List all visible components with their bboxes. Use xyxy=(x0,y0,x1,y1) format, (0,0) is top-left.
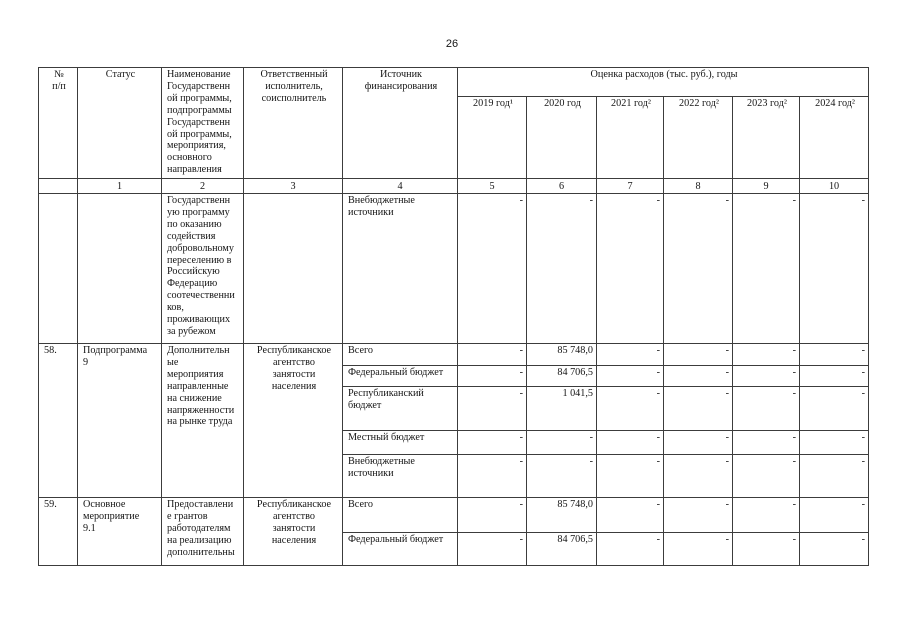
cost-value: - xyxy=(597,498,664,533)
funding-source: Республиканский бюджет xyxy=(343,387,458,431)
empty-cell xyxy=(78,194,162,344)
funding-source: Федеральный бюджет xyxy=(343,533,458,566)
row-number: 59. xyxy=(39,498,78,566)
cost-value: - xyxy=(800,194,869,344)
cost-value: - xyxy=(458,344,527,366)
column-number: 5 xyxy=(458,179,527,194)
cost-value: 1 041,5 xyxy=(527,387,597,431)
cost-value: 85 748,0 xyxy=(527,344,597,366)
cost-value: - xyxy=(800,455,869,498)
cost-value: 84 706,5 xyxy=(527,366,597,387)
column-number: 9 xyxy=(733,179,800,194)
cost-value: - xyxy=(597,344,664,366)
budget-table xyxy=(38,67,869,566)
cost-value: - xyxy=(664,366,733,387)
header-number: № п/п xyxy=(39,68,78,179)
funding-source: Всего xyxy=(343,498,458,533)
header-year: 2022 год² xyxy=(664,97,733,179)
cost-value: 84 706,5 xyxy=(527,533,597,566)
cost-value: - xyxy=(800,366,869,387)
empty-cell xyxy=(244,194,343,344)
cost-value: - xyxy=(597,533,664,566)
cost-value: - xyxy=(664,431,733,455)
row-responsible: Республиканское агентство занятости населения xyxy=(244,344,343,498)
row-status: Подпрограмма 9 xyxy=(78,344,162,498)
column-number: 7 xyxy=(597,179,664,194)
column-number: 8 xyxy=(664,179,733,194)
funding-source: Всего xyxy=(343,344,458,366)
cost-value: - xyxy=(597,387,664,431)
page-number: 26 xyxy=(445,38,459,50)
cost-value: - xyxy=(527,455,597,498)
header-year: 2020 год xyxy=(527,97,597,179)
funding-source: Внебюджетные источники xyxy=(343,194,458,344)
table-row xyxy=(39,498,869,533)
cost-value: - xyxy=(733,498,800,533)
funding-source: Федеральный бюджет xyxy=(343,366,458,387)
row-number: 58. xyxy=(39,344,78,498)
column-number: 10 xyxy=(800,179,869,194)
cost-value: - xyxy=(800,533,869,566)
cost-value: - xyxy=(733,533,800,566)
funding-source: Внебюджетные источники xyxy=(343,455,458,498)
cost-value: - xyxy=(800,431,869,455)
header-year: 2021 год² xyxy=(597,97,664,179)
cost-value: - xyxy=(733,455,800,498)
row-responsible: Республиканское агентство занятости населения xyxy=(244,498,343,566)
header-year: 2023 год² xyxy=(733,97,800,179)
column-number: 3 xyxy=(244,179,343,194)
cost-value: - xyxy=(458,366,527,387)
row-name: Предоставлени е грантов работодателям на реализацию дополнительны xyxy=(162,498,244,566)
header-row xyxy=(39,68,869,97)
empty-cell xyxy=(39,194,78,344)
cost-value: - xyxy=(458,431,527,455)
row-name: Дополнительн ые мероприятия направленные на снижение напряженности на рынке труда xyxy=(162,344,244,498)
cost-value: - xyxy=(458,498,527,533)
header-status: Статус xyxy=(78,68,162,179)
funding-source: Местный бюджет xyxy=(343,431,458,455)
row-status: Основное мероприятие 9.1 xyxy=(78,498,162,566)
cost-value: - xyxy=(458,194,527,344)
column-number: 6 xyxy=(527,179,597,194)
cost-value: - xyxy=(800,498,869,533)
cost-value: - xyxy=(597,455,664,498)
cost-value: - xyxy=(458,387,527,431)
header-year: 2024 год² xyxy=(800,97,869,179)
header-responsible: Ответственный исполнитель, соисполнитель xyxy=(244,68,343,179)
header-name: Наименование Государственн ой программы, подпрограммы Государственн ой программы, мероприятия, основного направления xyxy=(162,68,244,179)
cost-value: - xyxy=(597,431,664,455)
cost-value: - xyxy=(733,366,800,387)
cost-value: - xyxy=(527,194,597,344)
cost-value: - xyxy=(800,344,869,366)
header-source: Источник финансирования xyxy=(343,68,458,179)
header-costs: Оценка расходов (тыс. руб.), годы xyxy=(458,68,869,97)
column-number: 4 xyxy=(343,179,458,194)
column-number: 1 xyxy=(78,179,162,194)
cost-value: - xyxy=(597,194,664,344)
cost-value: - xyxy=(458,455,527,498)
cost-value: - xyxy=(800,387,869,431)
cost-value: 85 748,0 xyxy=(527,498,597,533)
row-name: Государственн ую программу по оказанию содействия добровольному переселению в Российскую Федерацию соотечественни ков, проживающих за рубежом xyxy=(162,194,244,344)
cost-value: - xyxy=(664,498,733,533)
table-row xyxy=(39,194,869,344)
cost-value: - xyxy=(733,344,800,366)
empty-cell xyxy=(39,179,78,194)
column-number: 2 xyxy=(162,179,244,194)
cost-value: - xyxy=(664,455,733,498)
column-numbers-row xyxy=(39,179,869,194)
cost-value: - xyxy=(664,533,733,566)
cost-value: - xyxy=(597,366,664,387)
cost-value: - xyxy=(664,194,733,344)
header-year: 2019 год¹ xyxy=(458,97,527,179)
cost-value: - xyxy=(458,533,527,566)
cost-value: - xyxy=(733,431,800,455)
cost-value: - xyxy=(733,194,800,344)
table-row xyxy=(39,344,869,366)
cost-value: - xyxy=(664,387,733,431)
cost-value: - xyxy=(664,344,733,366)
cost-value: - xyxy=(733,387,800,431)
cost-value: - xyxy=(527,431,597,455)
